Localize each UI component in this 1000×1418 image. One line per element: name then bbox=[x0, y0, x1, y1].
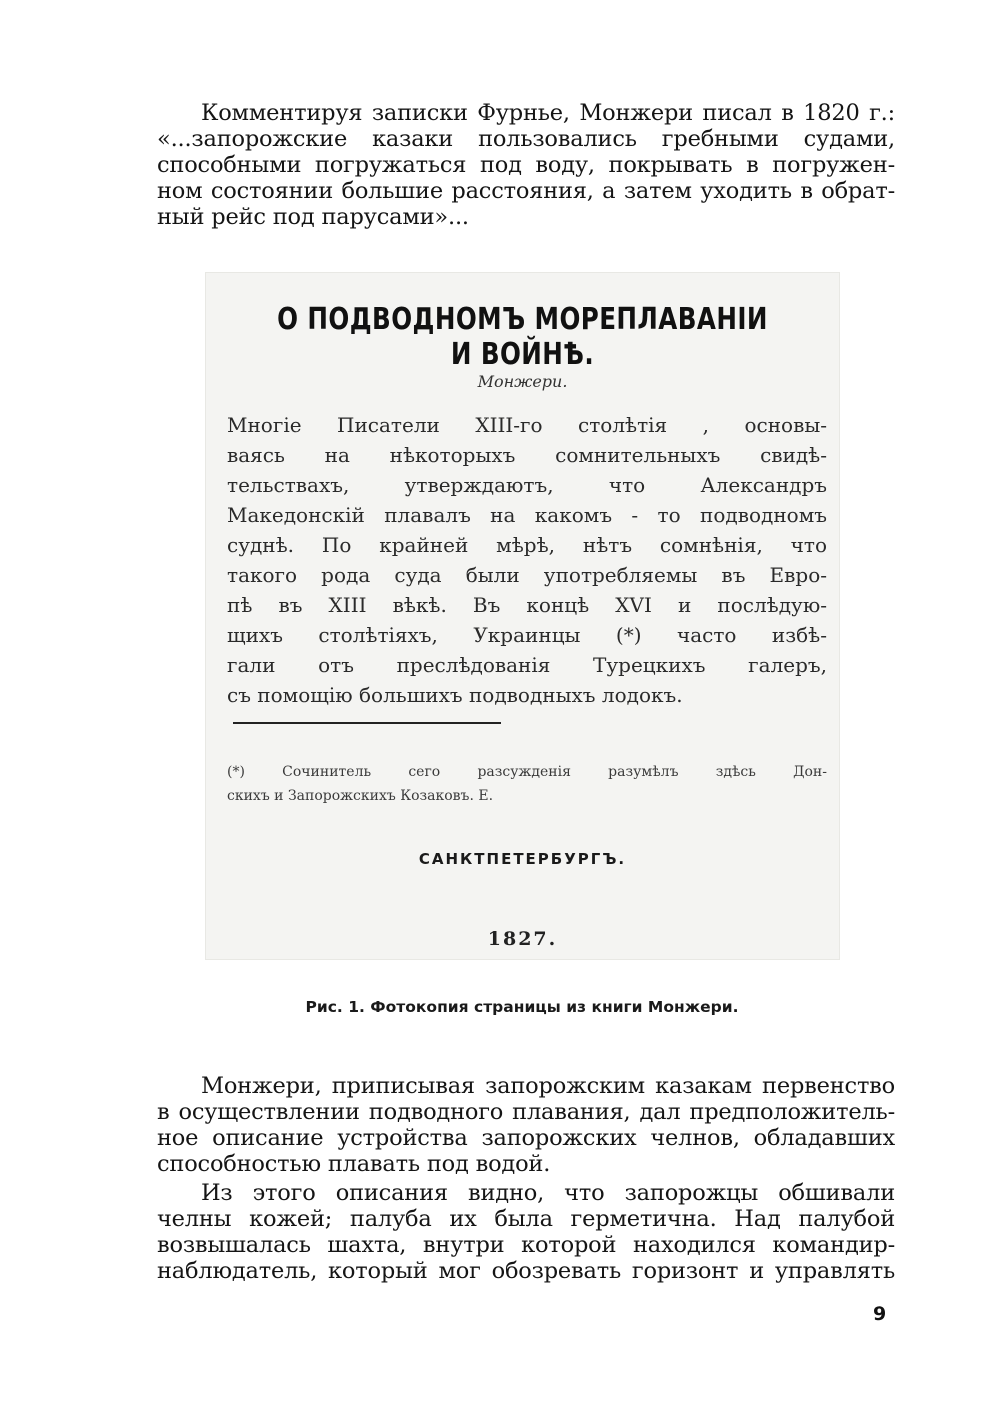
book-page-photocopy bbox=[205, 272, 840, 960]
footnote-line: скихъ и Запорожскихъ Козаковъ. E. bbox=[227, 788, 494, 804]
photocopy-title: О ПОДВОДНОМЪ МОРЕПЛАВАНІИ И ВОЙНѢ. bbox=[277, 302, 768, 372]
photocopy-line: щихъ столѣтіяхъ, Украинцы (*) часто избѣ- bbox=[227, 623, 827, 647]
text-line: способными погружаться под воду, покрывать в погружен- bbox=[157, 152, 895, 178]
photocopy-footnote bbox=[227, 760, 827, 808]
photocopy-author: Монжери. bbox=[477, 372, 568, 391]
text-line: ное описание устройства запорожских челнов, обладавших bbox=[157, 1125, 895, 1151]
footnote-line: (*) Сочинитель сего разсужденія разумѣлъ здѣсь Дон- bbox=[227, 764, 827, 780]
body-paragraph bbox=[157, 1073, 895, 1177]
intro-paragraph bbox=[157, 100, 895, 230]
text-line: Из этого описания видно, что запорожцы обшивали bbox=[201, 1180, 895, 1206]
text-line: возвышалась шахта, внутри которой находился командир- bbox=[157, 1232, 895, 1258]
figure-caption: Рис. 1. Фотокопия страницы из книги Монжери. bbox=[305, 998, 739, 1016]
photocopy-line: суднѣ. По крайней мѣрѣ, нѣтъ сомнѣнія, что bbox=[227, 533, 827, 557]
photocopy-line: Многіе Писатели XIII-го столѣтія , основы- bbox=[227, 413, 827, 437]
photocopy-line: ваясь на нѣкоторыхъ сомнительныхъ свидѣ- bbox=[227, 443, 827, 467]
photocopy-line: такого рода суда были употребляемы въ Евро- bbox=[227, 563, 827, 587]
text-line: Монжери, приписывая запорожским казакам первенство bbox=[201, 1073, 895, 1099]
photocopy-body bbox=[227, 410, 827, 710]
photocopy-line: гали отъ преслѣдованія Турецкихъ галеръ, bbox=[227, 653, 827, 677]
photocopy-year: 1827. bbox=[487, 928, 558, 950]
text-line: ный рейс под парусами»... bbox=[157, 204, 469, 230]
text-line: в осуществлении подводного плавания, дал предположитель- bbox=[157, 1099, 895, 1125]
footnote-divider bbox=[233, 722, 501, 724]
photocopy-city: САНКТПЕТЕРБУРГЪ. bbox=[418, 850, 627, 868]
photocopy-line: тельствахъ, утверждаютъ, что Александръ bbox=[227, 473, 827, 497]
body-paragraph bbox=[157, 1180, 895, 1284]
photocopy-line: съ помощію большихъ подводныхъ лодокъ. bbox=[227, 683, 683, 707]
photocopy-line: Македонскій плавалъ на какомъ - то подводномъ bbox=[227, 503, 827, 527]
text-line: челны кожей; палуба их была герметична. Над палубой bbox=[157, 1206, 895, 1232]
text-line: ном состоянии большие расстояния, а затем уходить в обрат- bbox=[157, 178, 895, 204]
text-line: наблюдатель, который мог обозревать горизонт и управлять bbox=[157, 1258, 895, 1284]
page-number: 9 bbox=[873, 1303, 887, 1325]
text-line: Комментируя записки Фурнье, Монжери писал в 1820 г.: bbox=[201, 100, 895, 126]
text-line: способностью плавать под водой. bbox=[157, 1151, 551, 1177]
photocopy-line: пѣ въ XIII вѣкѣ. Въ концѣ XVI и послѣдую- bbox=[227, 593, 827, 617]
text-line: «...запорожские казаки пользовались гребными судами, bbox=[157, 126, 895, 152]
